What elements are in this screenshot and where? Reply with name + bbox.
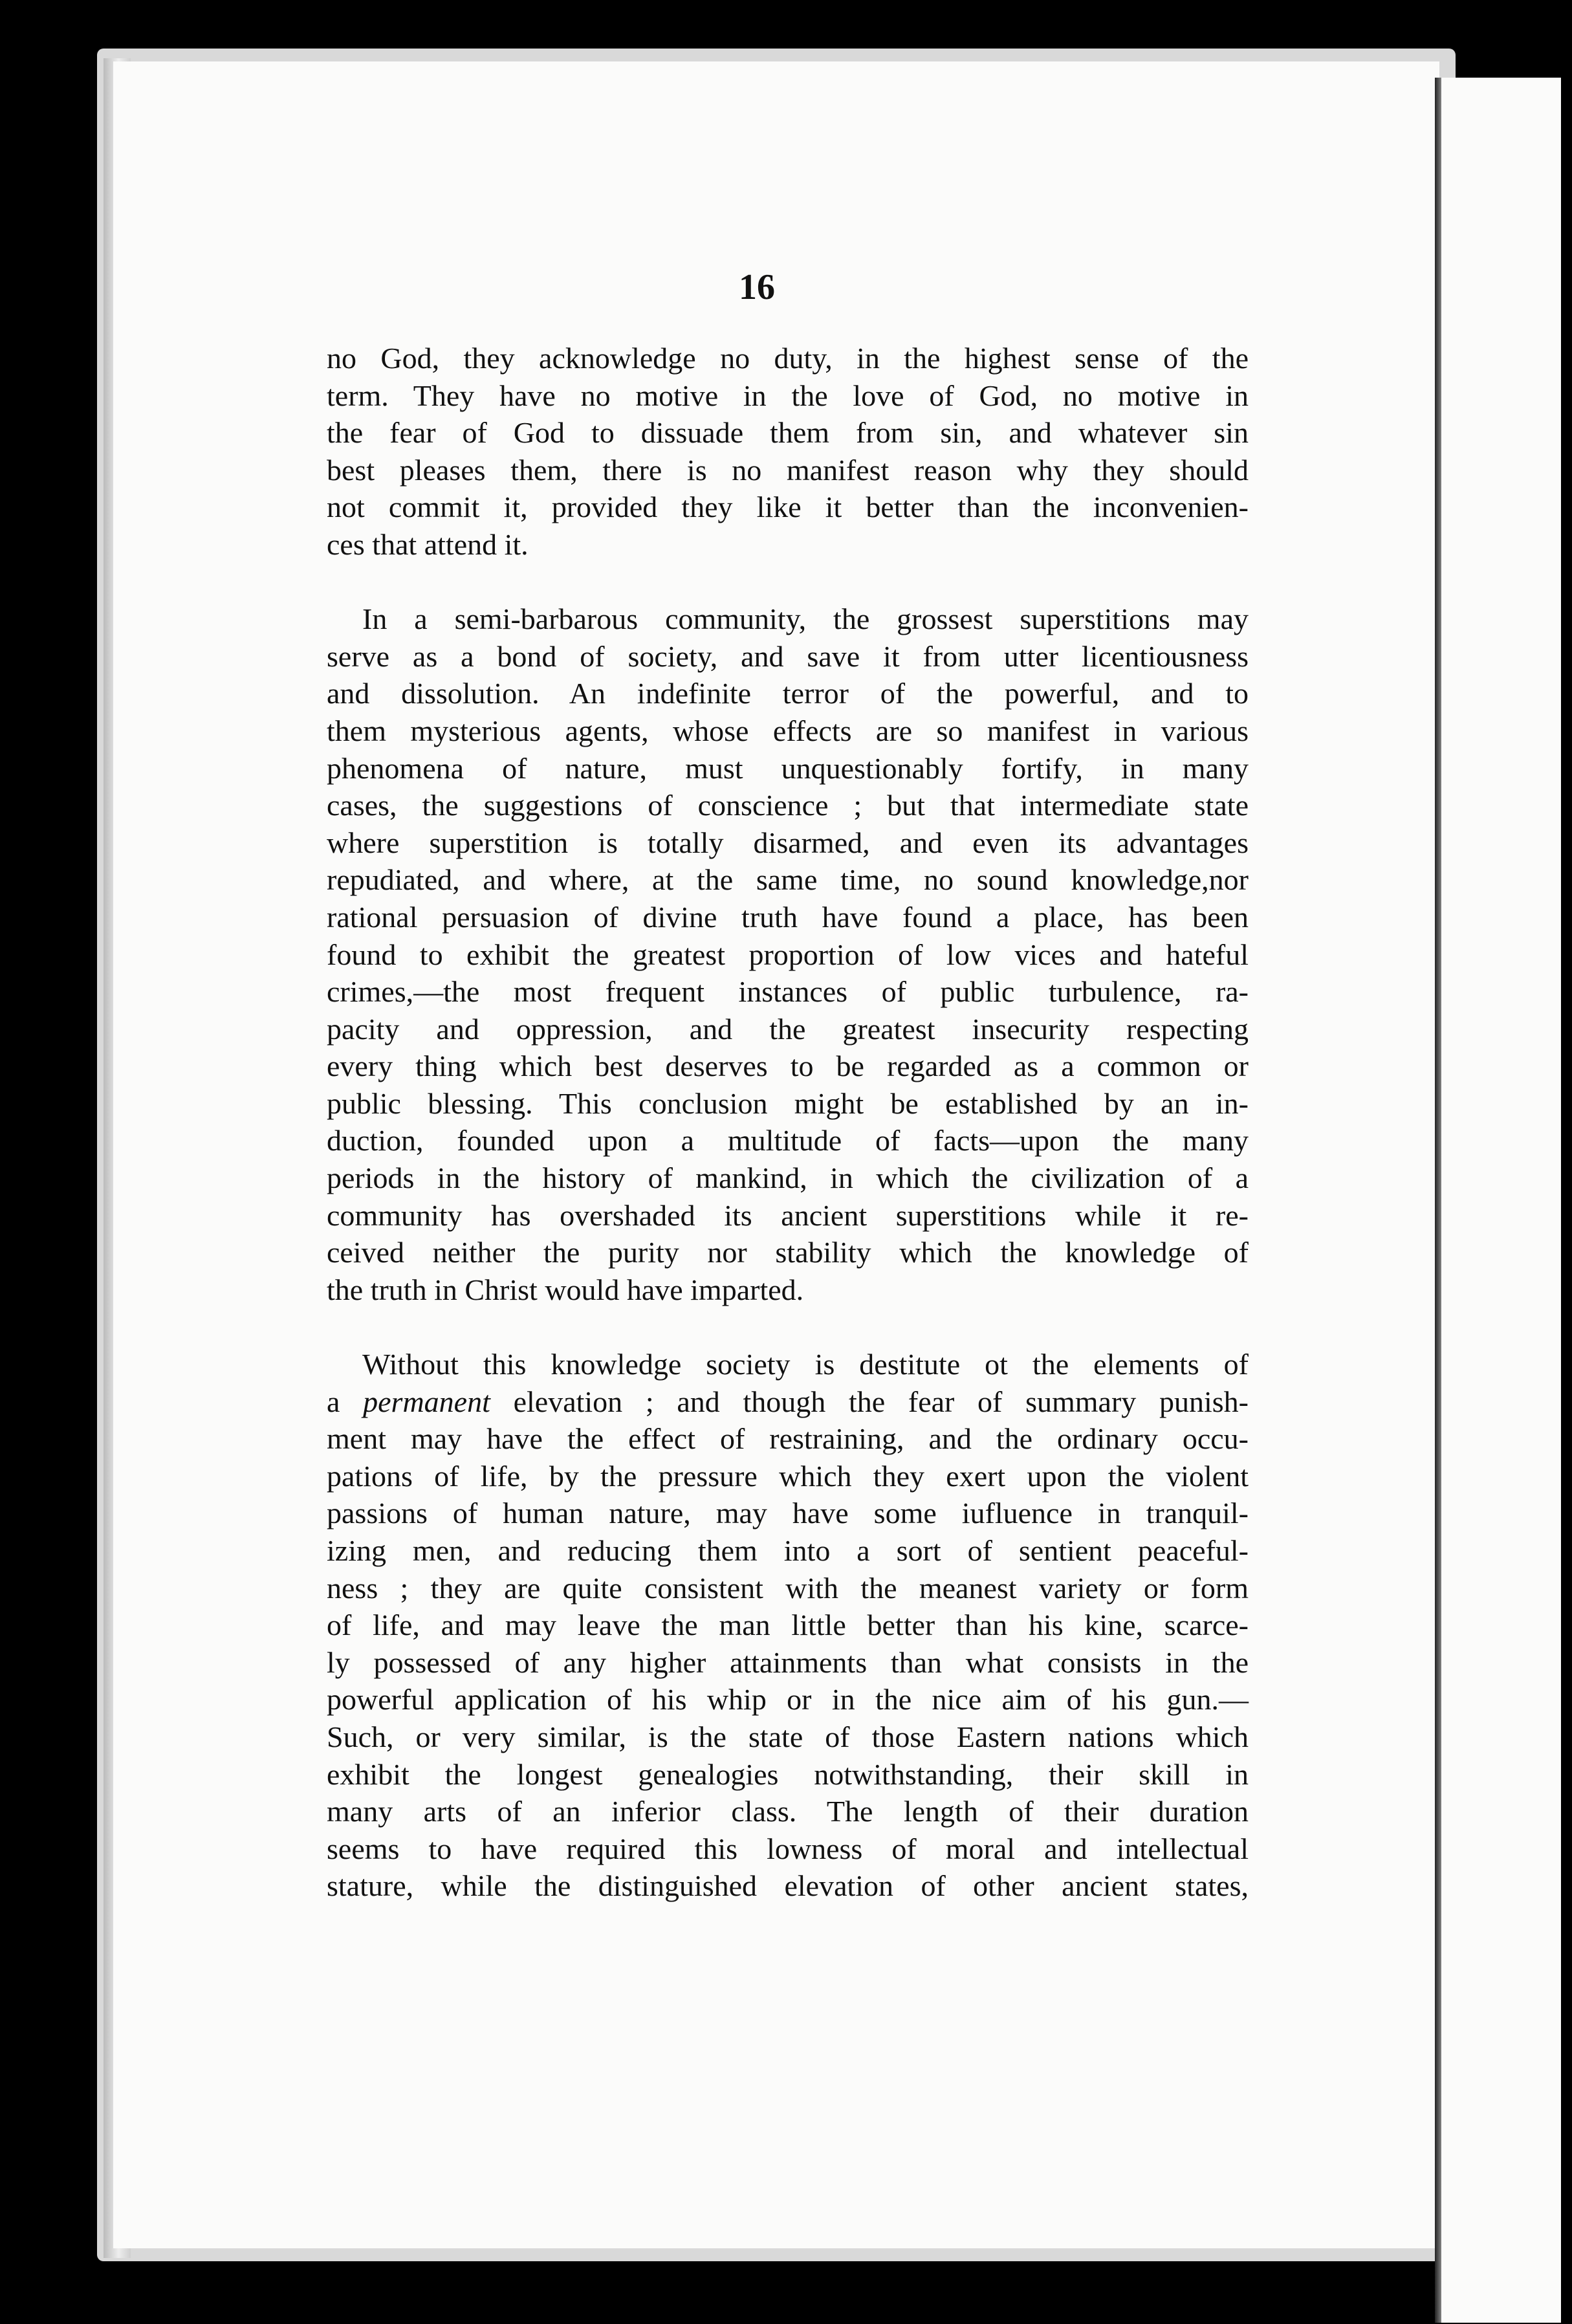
text-line: best pleases them, there is no manifest reason why they should bbox=[327, 453, 1249, 487]
text-line: rational persuasion of divine truth have found a place, has been bbox=[327, 900, 1249, 934]
text-line: ness ; they are quite consistent with the meanest variety or form bbox=[327, 1571, 1249, 1605]
text-line: the fear of God to dissuade them from sin, and whatever sin bbox=[327, 416, 1249, 450]
text-line: cases, the suggestions of conscience ; but that intermediate state bbox=[327, 789, 1249, 822]
text-line: periods in the history of mankind, in which the civilization of a bbox=[327, 1161, 1249, 1195]
text-line: ly possessed of any higher attainments than what consists in the bbox=[327, 1645, 1249, 1679]
italic-word: permanent bbox=[363, 1385, 490, 1418]
text-line: In a semi-barbarous community, the grossest superstitions may bbox=[362, 602, 1249, 636]
text-line: passions of human nature, may have some iufluence in tranquil- bbox=[327, 1496, 1249, 1530]
text-line: ces that attend it. bbox=[327, 527, 529, 561]
text-line: crimes,—the most frequent instances of public turbulence, ra- bbox=[327, 975, 1249, 1009]
text-line: repudiated, and where, at the same time, no sound knowledge,nor bbox=[327, 863, 1249, 897]
text-line: found to exhibit the greatest proportion of low vices and hateful bbox=[327, 937, 1249, 971]
text-line: not commit it, provided they like it better than the inconvenien- bbox=[327, 490, 1249, 524]
text-line: izing men, and reducing them into a sort of sentient peaceful- bbox=[327, 1534, 1249, 1567]
text-line: Such, or very similar, is the state of those Eastern nations which bbox=[327, 1720, 1249, 1753]
paragraph-3 bbox=[327, 1346, 1249, 1905]
text-line: ceived neither the purity nor stability which the knowledge of bbox=[327, 1236, 1249, 1269]
text-line: and dissolution. An indefinite terror of the powerful, and to bbox=[327, 677, 1249, 710]
text-line: powerful application of his whip or in the nice aim of his gun.— bbox=[327, 1683, 1249, 1716]
paragraph-1 bbox=[327, 340, 1249, 564]
text-line: many arts of an inferior class. The length of their duration bbox=[327, 1795, 1249, 1828]
text-line: them mysterious agents, whose effects are so manifest in various bbox=[327, 714, 1249, 747]
text-line: community has overshaded its ancient superstitions while it re- bbox=[327, 1198, 1249, 1232]
text-line: a permanent elevation ; and though the fear of summary punish- bbox=[327, 1385, 1249, 1418]
text-line: exhibit the longest genealogies notwithstanding, their skill in bbox=[327, 1757, 1249, 1791]
text-line: no God, they acknowledge no duty, in the highest sense of the bbox=[327, 342, 1249, 375]
text-line: public blessing. This conclusion might be established by an in- bbox=[327, 1086, 1249, 1120]
text-line: Without this knowledge society is destitute ot the elements of bbox=[362, 1348, 1249, 1381]
text-line: seems to have required this lowness of moral and intellectual bbox=[327, 1832, 1249, 1865]
text-line: where superstition is totally disarmed, and even its advantages bbox=[327, 826, 1249, 859]
text-line: stature, while the distinguished elevation of other ancient states, bbox=[327, 1869, 1249, 1903]
text-line: pacity and oppression, and the greatest insecurity respecting bbox=[327, 1012, 1249, 1046]
text-line: phenomena of nature, must unquestionably fortify, in many bbox=[327, 751, 1249, 785]
paragraph-2 bbox=[327, 600, 1249, 1308]
page-number: 16 bbox=[739, 267, 775, 307]
text-line: term. They have no motive in the love of God, no motive in bbox=[327, 378, 1249, 412]
text-line: serve as a bond of society, and save it from utter licentiousness bbox=[327, 639, 1249, 673]
text-line: of life, and may leave the man little better than his kine, scarce- bbox=[327, 1608, 1249, 1642]
text-line: duction, founded upon a multitude of facts—upon the many bbox=[327, 1124, 1249, 1157]
text-line: the truth in Christ would have imparted. bbox=[327, 1273, 804, 1306]
text-line: pations of life, by the pressure which they exert upon the violent bbox=[327, 1459, 1249, 1493]
text-line: every thing which best deserves to be regarded as a common or bbox=[327, 1049, 1249, 1083]
body-text bbox=[327, 340, 1249, 1905]
facing-page-edge bbox=[1441, 78, 1561, 2323]
text-line: ment may have the effect of restraining, and the ordinary occu- bbox=[327, 1422, 1249, 1456]
